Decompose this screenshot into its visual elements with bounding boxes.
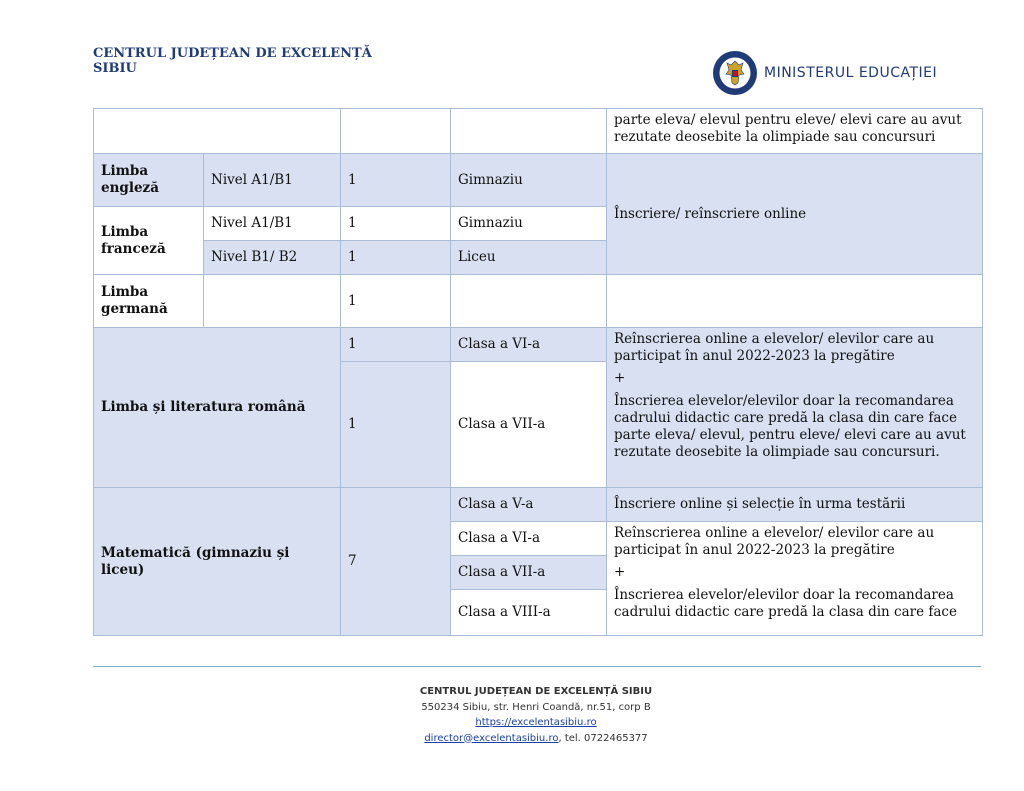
table-cell-empty [451,109,607,154]
level-cell [204,275,341,328]
description-paragraph: Înscrierea elevelor/elevilor doar la recomandarea cadrului didactic care predă la clasa din care face [614,587,957,620]
level-cell: Nivel A1/B1 [204,154,341,207]
footer-institution-name: CENTRUL JUDEȚEAN DE EXCELENȚĂ SIBIU [419,686,653,697]
email-link[interactable]: director@excelentasibiu.ro [424,732,559,744]
description-cell: parte eleva/ elevul pentru eleve/ elevi care au avut rezutate deosebite la olimpiade sau concursuri [607,109,983,154]
description-cell [607,328,983,488]
plus-sign: + [614,370,626,386]
institution-title-line1: CENTRUL JUDEȚEAN DE EXCELENȚĂ [93,46,372,61]
footer-contact [0,731,1024,747]
table-row-romana [94,328,983,362]
class-cell: Gimnaziu [451,207,607,241]
institution-title [93,46,372,76]
class-cell: Gimnaziu [451,154,607,207]
plus-sign: + [614,564,626,580]
footer [0,684,1024,746]
groups-cell: 1 [341,154,451,207]
class-cell: Clasa a V-a [451,488,607,522]
footer-divider [93,666,981,667]
groups-cell: 7 [341,488,451,636]
subject-cell: Limba engleză [94,154,204,207]
subject-cell: Limba franceză [94,207,204,275]
subject-cell: Matematică (gimnaziu și liceu) [94,488,341,636]
groups-cell: 1 [341,362,451,488]
table-cell-empty [341,109,451,154]
table-row-matematica [94,488,983,522]
subject-cell: Limba germană [94,275,204,328]
description-cell [607,522,983,636]
groups-cell: 1 [341,328,451,362]
class-cell: Clasa a VI-a [451,328,607,362]
groups-cell: 1 [341,207,451,241]
class-cell: Clasa a VIII-a [451,590,607,636]
romanian-government-seal-icon [712,50,758,96]
description-paragraph: Reînscrierea online a elevelor/ elevilor care au participat în anul 2022-2023 la pregătire [614,331,935,364]
description-cell [607,275,983,328]
institution-title-line2: SIBIU [93,61,137,76]
subject-cell: Limba și literatura română [94,328,341,488]
ministry-logo [712,50,937,96]
groups-cell: 1 [341,275,451,328]
description-paragraph: Înscrierea elevelor/elevilor doar la recomandarea cadrului didactic care predă la clasa din care face parte eleva/ elevul, pentru eleve/ elevi care au avut rezutate deosebite la olimpiade sau concursuri. [614,393,966,460]
footer-phone: , tel. 0722465377 [558,732,648,744]
table-cell-empty [94,109,341,154]
groups-cell: 1 [341,241,451,275]
description-cell: Înscriere/ reînscriere online [607,154,983,275]
class-cell [451,275,607,328]
level-cell: Nivel A1/B1 [204,207,341,241]
website-link[interactable]: https://excelentasibiu.ro [475,717,597,728]
description-cell: Înscriere online și selecție în urma testării [607,488,983,522]
table-row-germana [94,275,983,328]
class-cell: Clasa a VII-a [451,362,607,488]
courses-table [93,108,983,636]
table-row [94,109,983,154]
description-paragraph: Reînscrierea online a elevelor/ elevilor care au participat în anul 2022-2023 la pregătire [614,525,935,558]
class-cell: Clasa a VII-a [451,556,607,590]
table-row-engleza [94,154,983,207]
class-cell: Clasa a VI-a [451,522,607,556]
level-cell: Nivel B1/ B2 [204,241,341,275]
class-cell: Liceu [451,241,607,275]
footer-address: 550234 Sibiu, str. Henri Coandă, nr.51, corp B [421,701,651,713]
ministry-name: MINISTERUL EDUCAȚIEI [764,65,938,81]
